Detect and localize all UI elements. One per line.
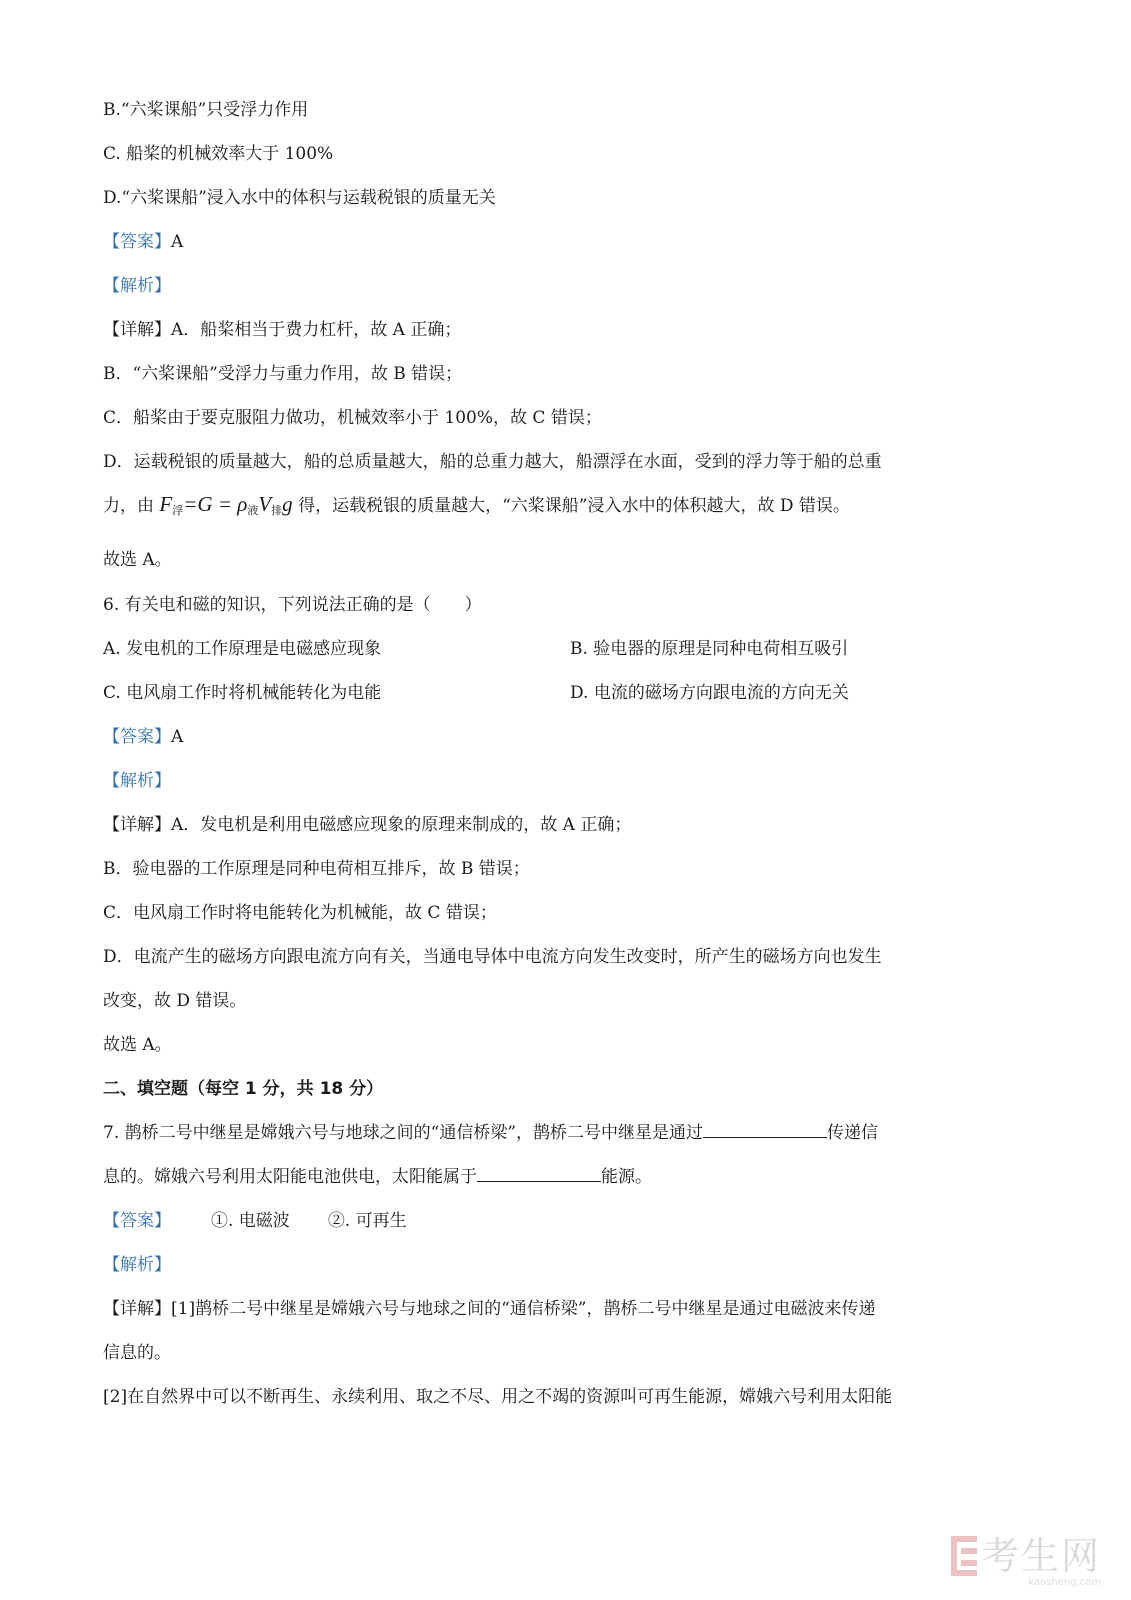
q6-detail-d-line2: 改变，故 D 错误。 [103, 991, 247, 1011]
q5-detail-d-line2: 力，由 $F_浮=G = \rho_液V_排g$ 得，运载税银的质量越大，“六桨课船”浸入水中的体积越大，故 D 错误。 [103, 492, 850, 517]
q7-detail-2: [2]在自然界中可以不断再生、永续利用、取之不尽、用之不竭的资源叫可再生能源，嫦娥六号利用太阳能 [103, 1387, 893, 1407]
q6-option-b: B. 验电器的原理是同种电荷相互吸引 [570, 639, 849, 659]
q7-stem-line1: 7. 鹊桥二号中继星是嫦娥六号与地球之间的“通信桥梁”，鹊桥二号中继星是通过 传递信 [103, 1123, 879, 1143]
q6-detail-a: 【详解】A．发电机是利用电磁感应现象的原理来制成的，故 A 正确； [103, 815, 632, 835]
q6-detail-b: B．验电器的工作原理是同种电荷相互排斥，故 B 错误； [103, 859, 530, 879]
answer-tag: 【答案】 [103, 232, 171, 252]
q6-option-d: D. 电流的磁场方向跟电流的方向无关 [570, 683, 849, 703]
q5-option-c: C. 船桨的机械效率大于 100% [103, 144, 334, 164]
q5-detail-b: B．“六桨课船”受浮力与重力作用，故 B 错误； [103, 364, 463, 384]
q6-conclusion: 故选 A。 [103, 1035, 172, 1055]
q5-detail-d-line1: D．运载税银的质量越大，船的总质量越大，船的总重力越大，船漂浮在水面，受到的浮力等于船的总重 [103, 452, 882, 472]
q5-detail-a: 【详解】A．船桨相当于费力杠杆，故 A 正确； [103, 320, 462, 340]
answer-value: A [171, 727, 184, 747]
q7-detail-1b: 信息的。 [103, 1343, 171, 1363]
answer-2: ②. 可再生 [327, 1211, 407, 1231]
buoyancy-formula: $F_浮=G = \rho_液V_排g$ [159, 492, 293, 517]
q6-detail-c: C．电风扇工作时将电能转化为机械能，故 C 错误； [103, 903, 497, 923]
answer-value: A [171, 232, 184, 252]
fill-blank-2 [477, 1165, 601, 1182]
q6-option-c: C. 电风扇工作时将机械能转化为电能 [103, 683, 382, 703]
watermark-text: 考生网 [980, 1534, 1101, 1578]
q6-answer [103, 722, 183, 747]
watermark-logo-icon [951, 1536, 977, 1576]
q5-option-d: D.“六桨课船”浸入水中的体积与运载税银的质量无关 [103, 188, 496, 208]
q5-option-b: B.“六桨课船”只受浮力作用 [103, 100, 309, 120]
q7-analysis-tag: 【解析】 [103, 1255, 171, 1275]
detail-tag: 【详解】 [103, 1299, 171, 1319]
q7-stem-line2: 息的。嫦娥六号利用太阳能电池供电，太阳能属于 能源。 [103, 1167, 652, 1187]
q5-conclusion: 故选 A。 [103, 550, 172, 570]
q6-detail-d-line1: D．电流产生的磁场方向跟电流方向有关，当通电导体中电流方向发生改变时，所产生的磁场方向也发生 [103, 947, 882, 967]
answer-tag: 【答案】 [103, 727, 171, 747]
watermark-url: kaosheng.com [1028, 1577, 1101, 1588]
q5-analysis-tag: 【解析】 [103, 276, 171, 296]
detail-tag: 【详解】 [103, 320, 171, 340]
answer-1: ①. 电磁波 [211, 1211, 290, 1231]
q6-option-a: A. 发电机的工作原理是电磁感应现象 [103, 639, 382, 659]
answer-tag: 【答案】 [103, 1211, 171, 1231]
q5-detail-c: C．船桨由于要克服阻力做功，机械效率小于 100%，故 C 错误； [103, 408, 602, 428]
watermark [951, 1534, 1101, 1588]
q7-detail-1: 【详解】[1]鹊桥二号中继星是嫦娥六号与地球之间的“通信桥梁”，鹊桥二号中继星是通过电磁波来传递 [103, 1299, 876, 1319]
q6-analysis-tag: 【解析】 [103, 771, 171, 791]
fill-blank-1 [703, 1121, 827, 1138]
q5-answer [103, 227, 183, 252]
section-title: 二、填空题（每空 1 分，共 18 分） [103, 1079, 384, 1099]
q7-answer [103, 1206, 407, 1231]
q6-stem: 6. 有关电和磁的知识，下列说法正确的是（ ） [103, 595, 482, 615]
detail-tag: 【详解】 [103, 815, 171, 835]
